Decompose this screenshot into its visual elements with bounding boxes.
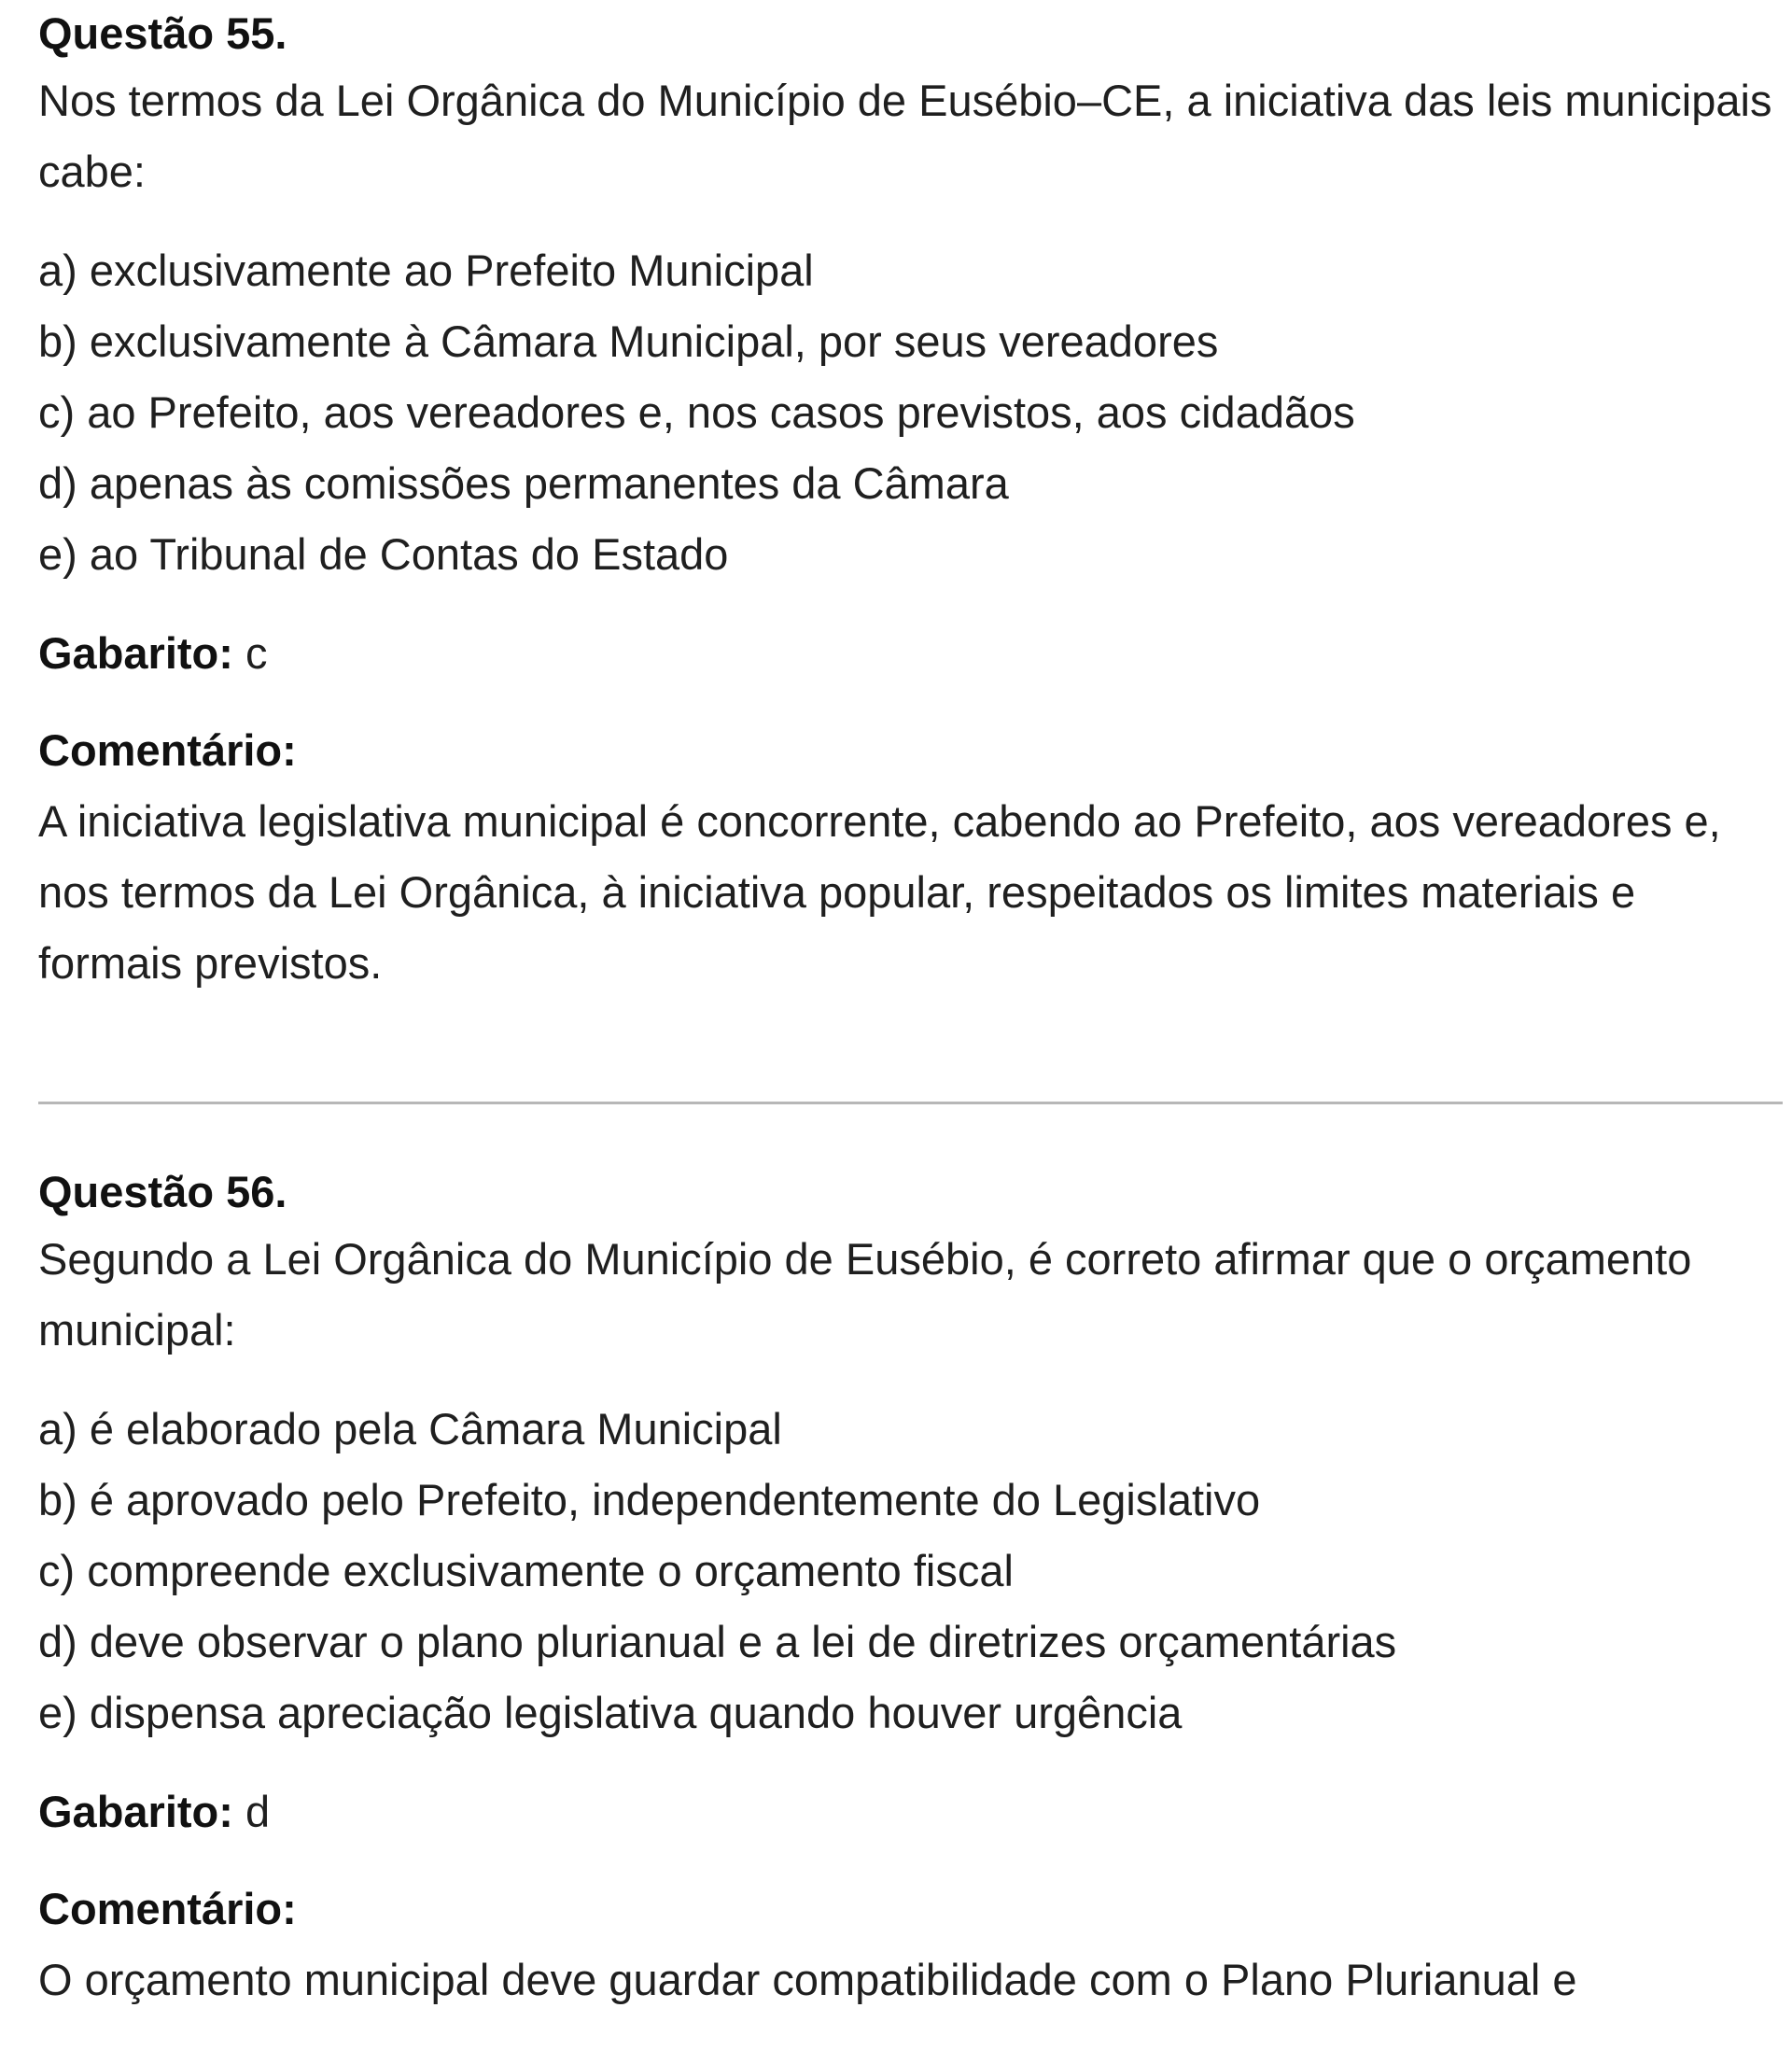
comment-title: Comentário: [38,725,297,775]
question-title: Questão 56. [38,1167,287,1216]
comment-text: A iniciativa legislativa municipal é concorrente, cabendo ao Prefeito, aos vereadores e, nos termos da Lei Orgânica, à iniciativa popular, respeitados os limites materiais e formais previstos. [38,796,1721,988]
comment-title: Comentário: [38,1884,297,1933]
answer-key [38,1786,1783,1838]
document-page [38,0,1783,2015]
option-e: e) ao Tribunal de Contas do Estado [38,529,729,579]
option-a: a) é elaborado pela Câmara Municipal [38,1404,782,1453]
option-c: c) ao Prefeito, aos vereadores e, nos casos previstos, aos cidadãos [38,387,1355,437]
option-d: d) apenas às comissões permanentes da Câmara [38,458,1009,508]
option-b: b) é aprovado pelo Prefeito, independentemente do Legislativo [38,1475,1261,1524]
option-e: e) dispensa apreciação legislativa quando houver urgência [38,1688,1183,1737]
question-title: Questão 55. [38,8,287,58]
options-list [38,235,1783,590]
question-text: Segundo a Lei Orgânica do Município de Eusébio, é correto afirmar que o orçamento municipal: [38,1234,1692,1355]
option-a: a) exclusivamente ao Prefeito Municipal [38,246,814,295]
answer-key [38,627,1783,680]
question-56 [38,1166,1783,2015]
answer-label: Gabarito: [38,1787,233,1836]
options-list [38,1394,1783,1748]
option-d: d) deve observar o plano plurianual e a lei de diretrizes orçamentárias [38,1617,1397,1666]
section-divider [38,1102,1783,1104]
option-c: c) compreende exclusivamente o orçamento fiscal [38,1546,1014,1595]
answer-value: c [245,628,268,678]
answer-label: Gabarito: [38,628,233,678]
question-text: Nos termos da Lei Orgânica do Município de Eusébio–CE, a iniciativa das leis municipais cabe: [38,76,1772,196]
option-b: b) exclusivamente à Câmara Municipal, por seus vereadores [38,316,1219,366]
question-55 [38,7,1783,999]
answer-value: d [245,1787,271,1836]
comment-text: O orçamento municipal deve guardar compatibilidade com o Plano Plurianual e [38,1955,1577,2004]
